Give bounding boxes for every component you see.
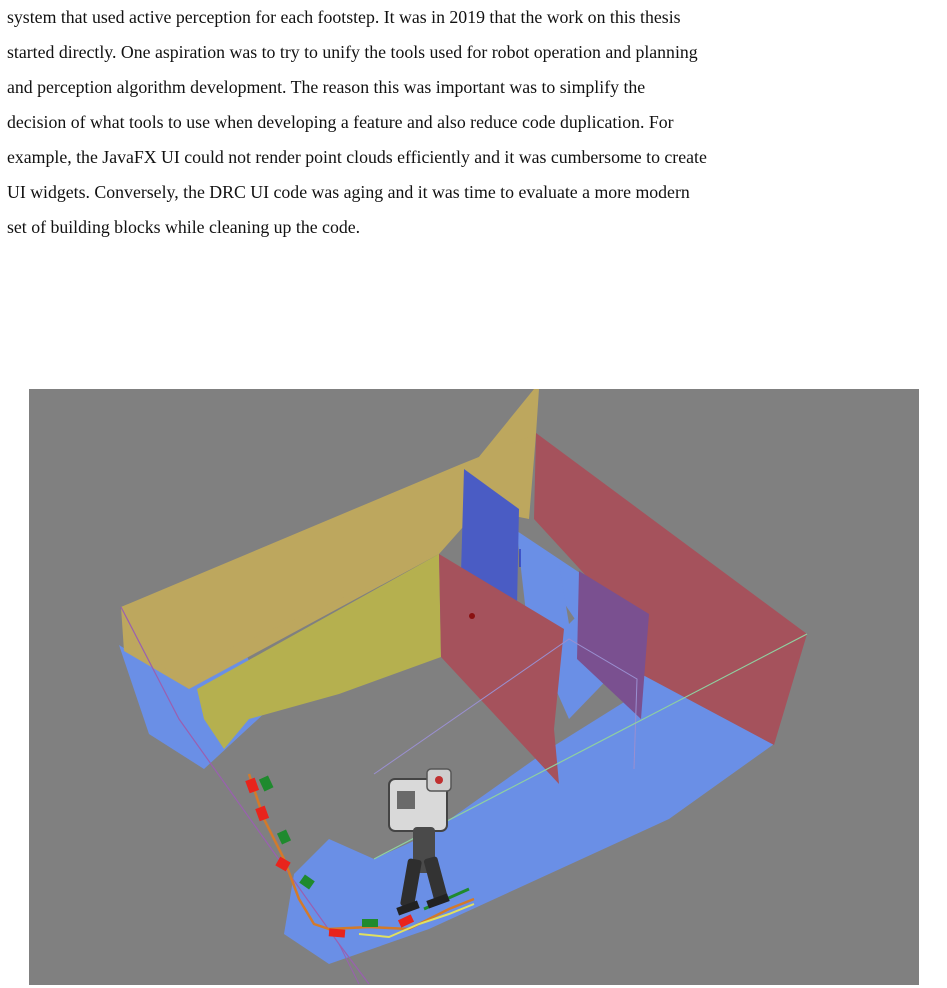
paragraph-line: started directly. One aspiration was to try to unify the tools used for robot operation and planning — [7, 42, 698, 62]
robot-simulation-figure — [29, 389, 919, 985]
paragraph-line: example, the JavaFX UI could not render point clouds efficiently and it was cumbersome to create — [7, 147, 707, 167]
scene-render — [29, 389, 919, 985]
paragraph-line: set of building blocks while cleaning up the code. — [7, 217, 361, 237]
body-paragraph — [7, 0, 943, 245]
footstep-green — [362, 919, 378, 927]
footstep-red — [329, 928, 346, 937]
goal-marker — [469, 613, 475, 619]
paragraph-line: UI widgets. Conversely, the DRC UI code was aging and it was time to evaluate a more modern — [7, 182, 690, 202]
paragraph-line: system that used active perception for each footstep. It was in 2019 that the work on this thesis — [7, 7, 681, 27]
paragraph-line: decision of what tools to use when developing a feature and also reduce code duplication. For — [7, 112, 674, 132]
paragraph-line: and perception algorithm development. The reason this was important was to simplify the — [7, 77, 646, 97]
